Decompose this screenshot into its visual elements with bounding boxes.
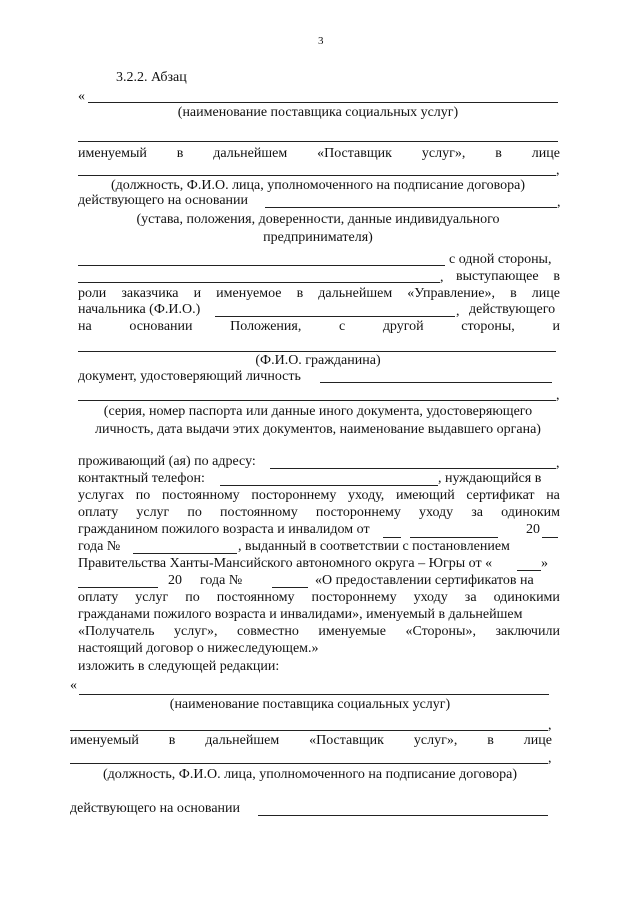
comma: ,: [456, 304, 460, 319]
comma: ,: [556, 456, 560, 471]
acting-basis-label-2: действующего на основании: [70, 801, 241, 816]
year-20: 20: [526, 522, 540, 537]
phone-label: контактный телефон:: [78, 471, 205, 486]
blank-line: [78, 587, 158, 588]
comma: ,: [557, 195, 561, 210]
label-provider-name-2: (наименование поставщика социальных услуг): [169, 697, 451, 712]
blank-line: [78, 400, 556, 401]
year-no-label: года №: [78, 539, 121, 554]
page-number: 3: [318, 35, 324, 47]
label-position-2: (должность, Ф.И.О. лица, уполномоченного на подписание договора): [102, 767, 518, 782]
named-line-2: именуемый в дальнейшем «Поставщик услуг», в лице: [70, 733, 552, 748]
acting-label: действующего: [469, 302, 556, 317]
customer-line: роли заказчика и именуемое в дальнейшем «Управление», в лице: [78, 286, 560, 301]
residing-label: проживающий (ая) по адресу:: [78, 454, 256, 469]
para-line-9: «Получатель услуг», совместно именуемые «Стороны», заключили: [78, 624, 560, 639]
para-line-7: оплату услуг по постоянному постороннему уходу за одинокими: [78, 590, 560, 605]
blank-line: [383, 537, 401, 538]
year-no-label: года №: [200, 573, 243, 588]
blank-line: [542, 537, 558, 538]
para-line-1: услугах по постоянному постороннему уходу, имеющий сертификат на: [78, 488, 560, 503]
para-line-2: оплату услуг по постоянному постороннему уходу за одиноким: [78, 505, 560, 520]
blank-line: [215, 316, 455, 317]
blank-line: [78, 175, 556, 176]
named-line: именуемый в дальнейшем «Поставщик услуг», в лице: [78, 146, 560, 161]
blank-line: [258, 815, 548, 816]
label-charter-1: (устава, положения, доверенности, данные индивидуального: [136, 212, 500, 227]
blank-line: [70, 730, 548, 731]
blank-line: [133, 553, 237, 554]
quote-close: »: [541, 556, 548, 571]
label-passport-2: личность, дата выдачи этих документов, наименование выдавшего органа): [95, 422, 541, 437]
comma: ,: [440, 270, 444, 285]
comma: ,: [548, 751, 552, 766]
new-edition-label: изложить в следующей редакции:: [78, 659, 280, 674]
blank-line: [265, 207, 557, 208]
blank-line: [78, 265, 445, 266]
para-line-8: гражданами пожилого возраста и инвалидами», именуемый в дальнейшем: [78, 607, 523, 622]
blank-line: [320, 382, 552, 383]
label-charter-2: предпринимателя): [263, 230, 373, 245]
decree-title: «О предоставлении сертификатов на: [315, 573, 534, 588]
blank-line: [79, 694, 549, 695]
label-position: (должность, Ф.И.О. лица, уполномоченного на подписание договора): [110, 178, 526, 193]
blank-line: [272, 587, 308, 588]
para-line-5: Правительства Ханты-Мансийского автономного округа – Югры от «: [78, 556, 493, 571]
acting-line: выступающее в: [456, 269, 560, 284]
label-provider-name: (наименование поставщика социальных услуг): [177, 105, 459, 120]
comma: ,: [556, 163, 560, 178]
blank-line: [220, 485, 438, 486]
blank-line: [78, 351, 556, 352]
needing-text: , нуждающийся в: [438, 471, 542, 486]
year-20: 20: [168, 573, 182, 588]
blank-line: [270, 468, 556, 469]
blank-line: [88, 102, 558, 103]
acting-basis-label: действующего на основании: [78, 193, 249, 208]
blank-line: [78, 282, 440, 283]
head-fio-label: начальника (Ф.И.О.): [78, 302, 201, 317]
quote-open: «: [70, 678, 77, 693]
para-line-10: настоящий договор о нижеследующем.»: [78, 641, 319, 656]
label-passport-1: (серия, номер паспорта или данные иного документа, удостоверяющего: [103, 404, 533, 419]
blank-line: [517, 570, 541, 571]
blank-line: [410, 537, 498, 538]
comma: ,: [548, 718, 552, 733]
issued-text: , выданный в соответствии с постановлением: [238, 539, 510, 554]
regulation-line: на основании Положения, с другой стороны, и: [78, 319, 560, 334]
section-heading: 3.2.2. Абзац: [116, 70, 187, 85]
blank-line: [78, 141, 558, 142]
comma: ,: [556, 388, 560, 403]
quote-open: «: [78, 89, 85, 104]
one-side: с одной стороны,: [449, 252, 552, 267]
para-line-3: гражданином пожилого возраста и инвалидом от: [78, 522, 370, 537]
label-citizen: (Ф.И.О. гражданина): [255, 353, 381, 368]
id-document-label: документ, удостоверяющий личность: [78, 369, 301, 384]
blank-line: [70, 763, 548, 764]
